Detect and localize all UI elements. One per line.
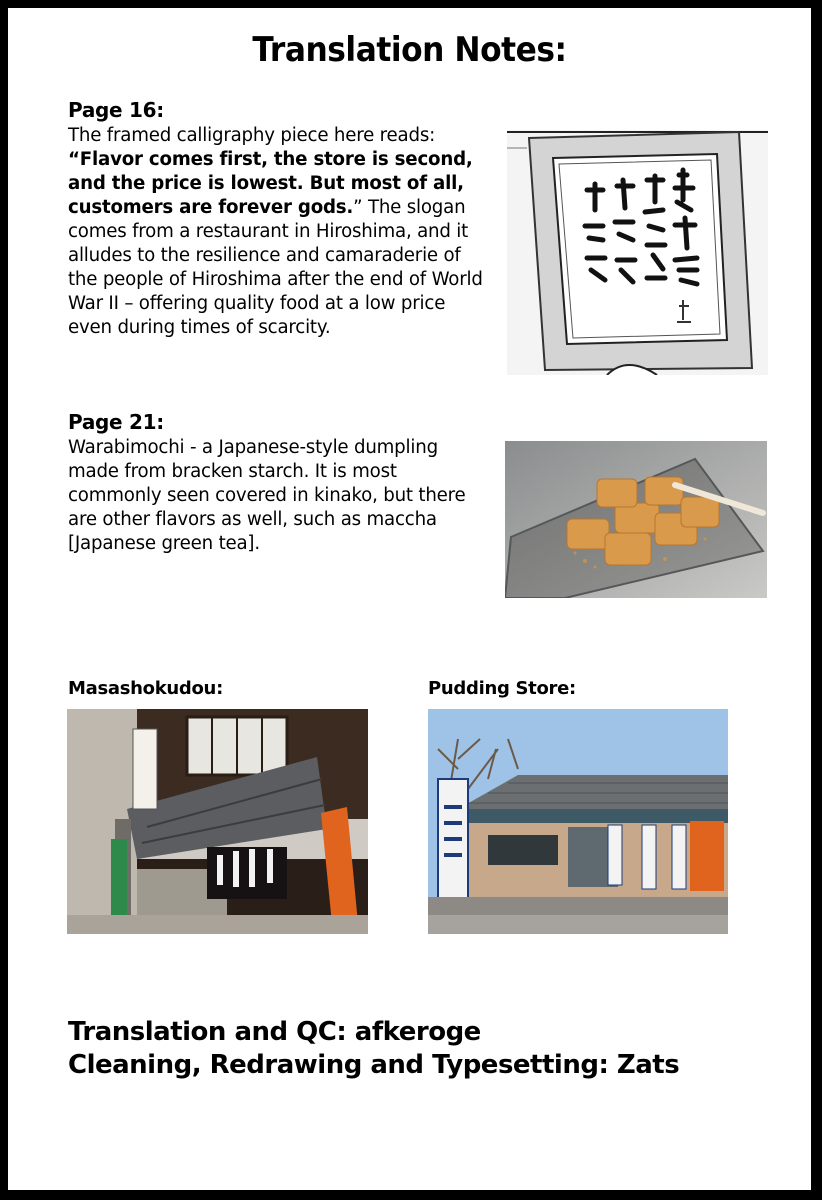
credit-typesetting: Cleaning, Redrawing and Typesetting: Zats — [68, 1050, 680, 1080]
translation-notes-page — [8, 8, 811, 1190]
warabimochi-photo — [505, 441, 767, 598]
note-heading-page-16: Page 16: — [68, 98, 164, 122]
credit-translation: Translation and QC: afkeroge — [68, 1017, 481, 1047]
note-text-page-16 — [68, 124, 493, 340]
framed-calligraphy-image — [507, 130, 768, 375]
note-explanation: ” The slogan comes from a restaurant in Hiroshima, and it alludes to the resilience and camaraderie of the people of Hiroshima after the end of World War II – offering quality food at a low price even during times of scarcity. — [68, 197, 483, 338]
note-text-page-21: Warabimochi - a Japanese-style dumpling made from bracken starch. It is most commonly seen covered in kinako, but there are other flavors as well, such as maccha [Japanese green tea]. — [68, 437, 466, 554]
photo-caption-pudding-store: Pudding Store: — [428, 678, 576, 699]
photo-caption-masashokudou: Masashokudou: — [68, 678, 223, 699]
page-title: Translation Notes: — [252, 30, 567, 70]
masashokudou-storefront-photo — [67, 709, 368, 934]
note-intro: The framed calligraphy piece here reads: — [68, 125, 436, 146]
pudding-store-photo — [428, 709, 728, 934]
calligraphy-quote: “Flavor comes first, the store is second, and the price is lowest. But most of all, customers are forever gods. — [68, 149, 473, 218]
credits — [68, 1016, 679, 1082]
note-heading-page-21: Page 21: — [68, 410, 164, 434]
